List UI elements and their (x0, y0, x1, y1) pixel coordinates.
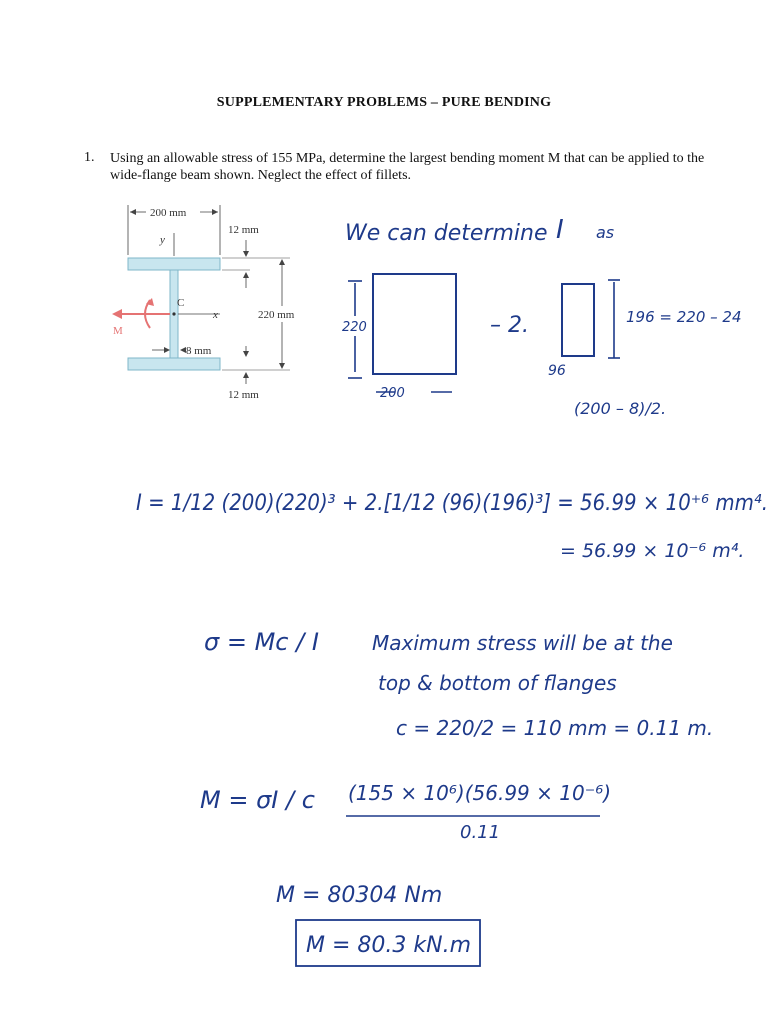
solution (136, 215, 768, 966)
section-rect-cutout (562, 284, 594, 356)
label-x: x (213, 309, 218, 321)
intro-text: We can determine (345, 221, 548, 246)
i-line-2: = 56.99 × 10⁻⁶ m⁴. (560, 540, 745, 562)
m-result: M = 80304 Nm (276, 883, 443, 908)
i-line-1: I = 1/12 (200)(220)³ + 2.[1/12 (96)(196)³] = 56.99 × 10⁺⁶ mm⁴. (136, 491, 768, 516)
dim-bottom-flange: 12 mm (228, 389, 259, 401)
minus-two: – 2. (490, 313, 529, 338)
c-value: c = 220/2 = 110 mm = 0.11 m. (396, 716, 714, 740)
rect2-height: 196 = 220 – 24 (626, 308, 742, 326)
max-stress-line-2: top & bottom of flanges (378, 671, 617, 695)
dim-web: 8 mm (186, 345, 212, 357)
problem-number: 1. (84, 150, 95, 165)
dim-width: 200 mm (150, 207, 187, 219)
dim-height: 220 mm (258, 309, 295, 321)
label-m: M (113, 325, 123, 337)
top-flange (128, 258, 220, 270)
m-formula-lhs: M = σI / c (200, 786, 315, 814)
label-y: y (160, 234, 165, 246)
rect2-width: 96 (548, 363, 566, 379)
bottom-flange (128, 358, 220, 370)
sigma-formula: σ = Mc / I (204, 628, 319, 656)
intro-symbol: I (556, 215, 564, 245)
rect2-note: (200 – 8)/2. (574, 399, 667, 418)
section-rect-full (373, 274, 456, 374)
max-stress-line-1: Maximum stress will be at the (372, 631, 673, 655)
page-title: SUPPLEMENTARY PROBLEMS – PURE BENDING (216, 95, 552, 110)
intro-as: as (596, 223, 615, 242)
m-final: M = 80.3 kN.m (306, 933, 471, 958)
m-formula-numerator: (155 × 10⁶)(56.99 × 10⁻⁶) (348, 781, 612, 805)
label-c: C (177, 297, 185, 309)
rect1-width: 200 (380, 386, 405, 401)
problem-statement: Using an allowable stress of 155 MPa, determine the largest bending moment M that can be applied to the wide-flange beam shown. Neglect the effect of fillets. (110, 151, 705, 183)
dim-top-flange: 12 mm (228, 224, 259, 236)
beam-figure (112, 205, 295, 401)
m-formula-denominator: 0.11 (460, 822, 501, 843)
rect1-height: 220 (342, 320, 367, 335)
